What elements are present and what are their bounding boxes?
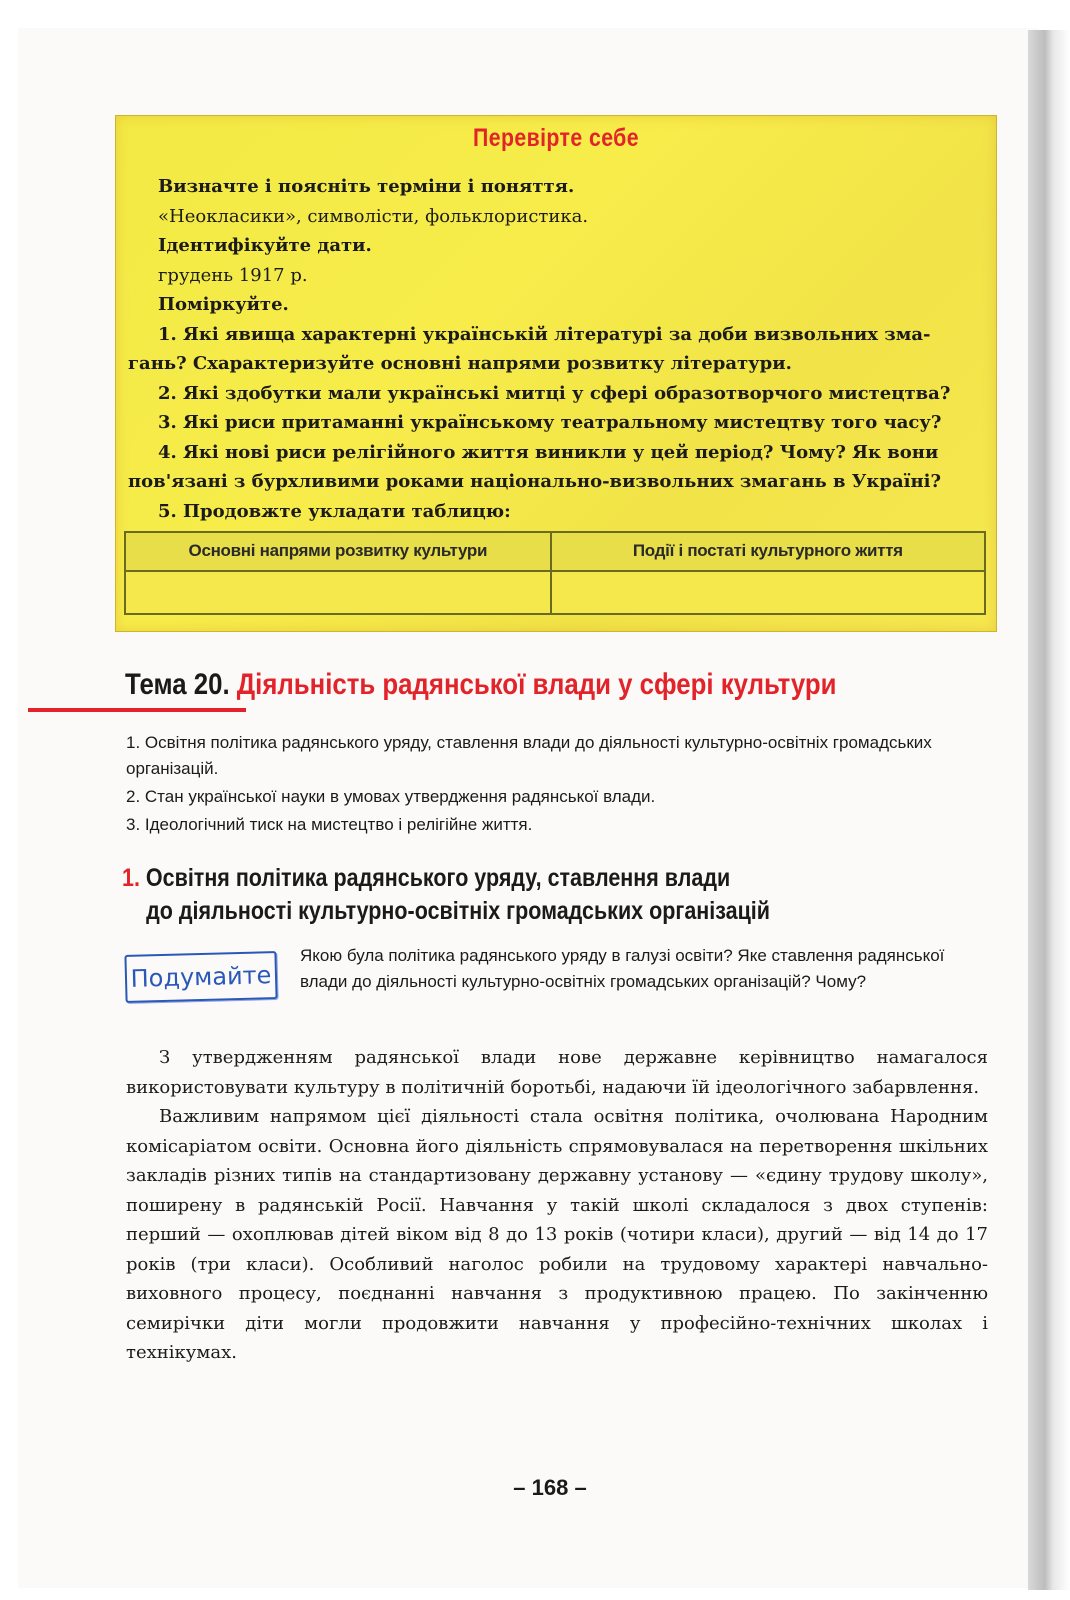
topic-underline: [28, 708, 246, 712]
review-line: Ідентифікуйте дати.: [158, 235, 372, 256]
table-header: Основні напрями розвитку культури: [125, 532, 551, 571]
section-heading: [122, 862, 896, 928]
plan-item: 1. Освітня політика радянського уряду, ставлення влади до діяльності культурно-освітніх громадських організацій.: [126, 733, 932, 778]
review-line: Поміркуйте.: [158, 294, 289, 315]
section-title-line2: до діяльності культурно-освітніх громадських організацій: [146, 897, 771, 925]
review-title: Перевірте себе: [473, 124, 639, 152]
paragraph: Важливим напрямом цієї діяльності стала освітня політика, очолювана Народним комісаріатом освіти. Основна його діяльність спрямовувалася на перетворення шкільних закладів різних типів на стандартизовану державну установу — «єдину трудову школу», поширену в радянській Росії. Навчання у такій школі складалося з двох ступенів: перший — охоплював дітей віком від 8 до 13 років (чотири класи), другий — від 14 до 17 років (три класи). Особливий наголос робили на трудовому характері навчально-виховного процесу, поєднанні навчання з продуктивною працею. По закінченню семирічки діти могли продовжити навчання у професійно-технічних школах і технікумах.: [126, 1106, 988, 1363]
review-question: 4. Які нові риси релігійного життя виникли у цей період? Чому? Як вони пов'язані з бурхливими роками національно-визвольних змагань в Україні?: [128, 441, 942, 492]
review-box: [115, 115, 997, 632]
review-line: Визначте і поясніть терміни і поняття.: [158, 176, 575, 197]
table-header: Події і постаті культурного життя: [551, 532, 985, 571]
review-question: 2. Які здобутки мали українські митці у сфері образотворчого мистецтва?: [158, 382, 951, 404]
review-table: [124, 531, 986, 615]
book-spine: [1028, 30, 1070, 1590]
page-number: – 168 –: [513, 1475, 587, 1500]
review-line: грудень 1917 р.: [158, 264, 308, 286]
section-title-line1: Освітня політика радянського уряду, ставлення влади: [145, 864, 731, 892]
section-number: 1.: [122, 864, 140, 892]
plan-item: 2. Стан української науки в умовах утвердження радянської влади.: [126, 787, 656, 806]
think-stamp: Подумайте: [124, 951, 277, 1003]
topic-number: Тема 20.: [125, 668, 230, 701]
paragraph: З утвердженням радянської влади нове державне керівництво намагалося використовувати культуру в політичній боротьбі, надаючи їй ідеологічного забарвлення.: [126, 1047, 988, 1098]
plan-item: 3. Ідеологічний тиск на мистецтво і релігійне життя.: [126, 815, 533, 834]
topic-title: Діяльність радянської влади у сфері культури: [236, 668, 837, 701]
review-question: 5. Продовжте укладати таблицю:: [158, 500, 511, 522]
review-text: [128, 172, 984, 526]
review-line: «Неокласики», символісти, фольклористика.: [158, 205, 589, 227]
body-text: [126, 1043, 988, 1368]
review-question: 3. Які риси притаманні українському театральному мистецтву того часу?: [158, 412, 942, 433]
review-question: 1. Які явища характерні українській літературі за доби визвольних зма-гань? Схарактеризуйте основні напрями розвитку літератури.: [128, 323, 931, 374]
topic-plan: [126, 730, 991, 840]
think-question: Якою була політика радянського уряду в галузі освіти? Яке ставлення радянської влади до діяльності культурно-освітніх громадських організацій? Чому?: [300, 946, 945, 991]
table-cell: [551, 571, 985, 614]
table-cell: [125, 571, 551, 614]
topic-heading: [125, 668, 837, 702]
